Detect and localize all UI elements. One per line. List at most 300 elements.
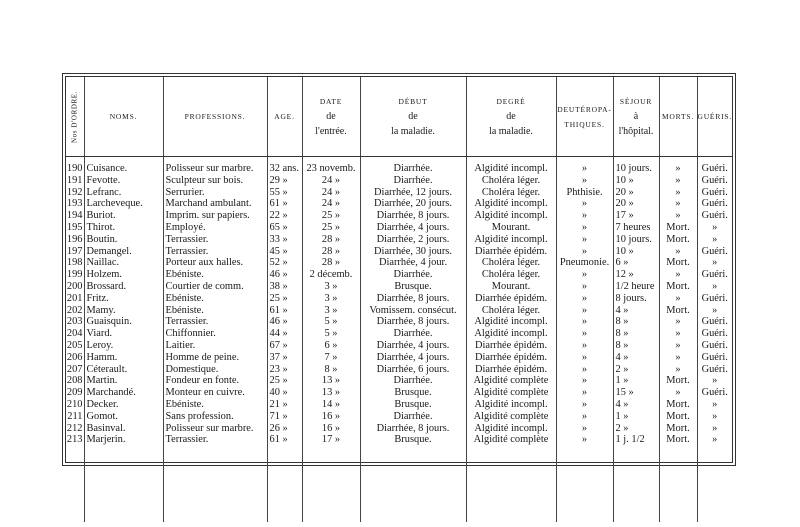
order-number: 202 <box>66 304 83 316</box>
order-number: 207 <box>66 363 83 375</box>
age: 61 » <box>267 198 302 210</box>
patient-name: Naillac. <box>84 257 163 269</box>
age: 38 » <box>267 281 302 293</box>
onset: Diarrhée, 20 jours. <box>360 198 466 210</box>
hospital-stay: 1 » <box>613 375 659 387</box>
cholera-register-table <box>66 77 732 522</box>
degree: Diarrhée épidém. <box>466 364 556 376</box>
deuteropathic: » <box>556 198 613 210</box>
age: 46 » <box>267 316 302 328</box>
header-names: NOMS. <box>84 77 163 157</box>
order-number: 211 <box>67 410 83 422</box>
table-row <box>66 163 732 175</box>
deuteropathic: » <box>556 399 613 411</box>
death-mark: Mort. <box>659 434 697 446</box>
patient-name: Marchandé. <box>84 387 163 399</box>
hospital-stay: 10 » <box>613 175 659 187</box>
hospital-stay: 20 » <box>613 198 659 210</box>
age: 67 » <box>267 340 302 352</box>
table-row <box>66 234 732 246</box>
entry-date: 5 » <box>302 316 360 328</box>
entry-date: 3 » <box>302 293 360 305</box>
table-row <box>66 246 732 258</box>
degree: Choléra léger. <box>466 175 556 187</box>
death-mark: » <box>659 163 697 175</box>
entry-date: 13 » <box>302 375 360 387</box>
profession: Ebéniste. <box>163 399 267 411</box>
entry-date: 3 » <box>302 305 360 317</box>
deuteropathic: » <box>556 423 613 435</box>
age: 29 » <box>267 175 302 187</box>
profession: Courtier de comm. <box>163 281 267 293</box>
degree: Diarrhée épidém. <box>466 340 556 352</box>
onset: Diarrhée, 2 jours. <box>360 234 466 246</box>
profession: Ebéniste. <box>163 293 267 305</box>
onset: Diarrhée. <box>360 269 466 281</box>
cured-mark: » <box>697 399 732 411</box>
age: 32 ans. <box>267 163 302 175</box>
order-number: 192 <box>66 186 83 198</box>
degree: Algidité incompl. <box>466 316 556 328</box>
degree: Mourant. <box>466 222 556 234</box>
cured-mark: Guéri. <box>697 246 732 258</box>
profession: Ebéniste. <box>163 269 267 281</box>
cured-mark: Guéri. <box>697 364 732 376</box>
profession: Laitier. <box>163 340 267 352</box>
profession: Terrassier. <box>163 246 267 258</box>
table-row <box>66 434 732 446</box>
profession: Terrassier. <box>163 316 267 328</box>
patient-name: Viard. <box>84 328 163 340</box>
death-mark: Mort. <box>659 234 697 246</box>
age: 25 » <box>267 375 302 387</box>
onset: Brusque. <box>360 387 466 399</box>
header-entry-date: DATE de l'entrée. <box>302 77 360 157</box>
hospital-stay: 4 » <box>613 305 659 317</box>
death-mark: » <box>659 269 697 281</box>
deuteropathic: » <box>556 293 613 305</box>
degree: Algidité complète <box>466 375 556 387</box>
deuteropathic: » <box>556 375 613 387</box>
header-degree: DEGRÉ de la maladie. <box>466 77 556 157</box>
entry-date: 28 » <box>302 257 360 269</box>
onset: Diarrhée, 4 jour. <box>360 257 466 269</box>
entry-date: 24 » <box>302 198 360 210</box>
degree: Diarrhée épidém. <box>466 352 556 364</box>
cured-mark: Guéri. <box>697 387 732 399</box>
hospital-stay: 8 » <box>613 328 659 340</box>
cured-mark: Guéri. <box>697 269 732 281</box>
cured-mark: » <box>697 222 732 234</box>
deuteropathic: » <box>556 175 613 187</box>
age: 22 » <box>267 210 302 222</box>
header-cured: GUÉRIS. <box>697 77 732 157</box>
header-age: AGE. <box>267 77 302 157</box>
death-mark: » <box>659 316 697 328</box>
onset: Diarrhée, 4 jours. <box>360 352 466 364</box>
patient-name: Holzem. <box>84 269 163 281</box>
hospital-stay: 6 » <box>613 257 659 269</box>
degree: Algidité complète <box>466 411 556 423</box>
order-number: 198 <box>66 257 83 269</box>
profession: Chiffonnier. <box>163 328 267 340</box>
register-sheet <box>62 73 736 466</box>
order-number: 213 <box>66 434 83 446</box>
hospital-stay: 1 » <box>613 411 659 423</box>
hospital-stay: 2 » <box>613 423 659 435</box>
order-number: 200 <box>66 280 83 292</box>
degree: Choléra léger. <box>466 257 556 269</box>
table-row <box>66 198 732 210</box>
degree: Diarrhée épidém. <box>466 293 556 305</box>
order-number: 201 <box>66 292 83 304</box>
profession: Serrurier. <box>163 187 267 199</box>
entry-date: 5 » <box>302 328 360 340</box>
header-deaths: MORTS. <box>659 77 697 157</box>
table-row <box>66 316 732 328</box>
cured-mark: » <box>697 423 732 435</box>
profession: Sans profession. <box>163 411 267 423</box>
entry-date: 16 » <box>302 411 360 423</box>
age: 25 » <box>267 293 302 305</box>
age: 46 » <box>267 269 302 281</box>
table-row <box>66 305 732 317</box>
profession: Terrassier. <box>163 434 267 446</box>
death-mark: Mort. <box>659 411 697 423</box>
table-row <box>66 340 732 352</box>
deuteropathic: » <box>556 305 613 317</box>
age: 55 » <box>267 187 302 199</box>
entry-date: 13 » <box>302 387 360 399</box>
order-number: 205 <box>66 339 83 351</box>
death-mark: » <box>659 352 697 364</box>
age: 65 » <box>267 222 302 234</box>
deuteropathic: » <box>556 210 613 222</box>
order-number: 204 <box>66 328 83 340</box>
death-mark: » <box>659 210 697 222</box>
onset: Diarrhée, 8 jours. <box>360 293 466 305</box>
age: 26 » <box>267 423 302 435</box>
profession: Imprim. sur papiers. <box>163 210 267 222</box>
header-row <box>66 77 732 157</box>
entry-date: 28 » <box>302 246 360 258</box>
cured-mark: » <box>697 234 732 246</box>
onset: Brusque. <box>360 434 466 446</box>
entry-date: 25 » <box>302 222 360 234</box>
age: 61 » <box>267 305 302 317</box>
hospital-stay: 8 jours. <box>613 293 659 305</box>
degree: Algidité incompl. <box>466 234 556 246</box>
patient-name: Martin. <box>84 375 163 387</box>
onset: Diarrhée. <box>360 411 466 423</box>
onset: Diarrhée, 4 jours. <box>360 222 466 234</box>
death-mark: » <box>659 387 697 399</box>
degree: Algidité complète <box>466 387 556 399</box>
profession: Polisseur sur marbre. <box>163 163 267 175</box>
table-row <box>66 257 732 269</box>
entry-date: 6 » <box>302 340 360 352</box>
death-mark: » <box>659 175 697 187</box>
order-number: 191 <box>66 174 83 186</box>
cured-mark: » <box>697 434 732 446</box>
age: 23 » <box>267 364 302 376</box>
profession: Polisseur sur marbre. <box>163 423 267 435</box>
cured-mark: Guéri. <box>697 352 732 364</box>
death-mark: » <box>659 246 697 258</box>
hospital-stay: 2 » <box>613 364 659 376</box>
death-mark: Mort. <box>659 423 697 435</box>
degree: Mourant. <box>466 281 556 293</box>
order-number: 206 <box>66 351 83 363</box>
onset: Diarrhée. <box>360 163 466 175</box>
order-number: 197 <box>66 245 83 257</box>
deuteropathic: » <box>556 411 613 423</box>
order-number: 194 <box>66 210 83 222</box>
death-mark: » <box>659 198 697 210</box>
age: 37 » <box>267 352 302 364</box>
age: 61 » <box>267 434 302 446</box>
death-mark: » <box>659 364 697 376</box>
degree: Algidité incompl. <box>466 198 556 210</box>
age: 21 » <box>267 399 302 411</box>
table-row <box>66 387 732 399</box>
patient-name: Thirot. <box>84 222 163 234</box>
onset: Diarrhée. <box>360 375 466 387</box>
deuteropathic: » <box>556 234 613 246</box>
onset: Diarrhée, 30 jours. <box>360 246 466 258</box>
entry-date: 23 novemb. <box>302 163 360 175</box>
degree: Diarrhée épidém. <box>466 246 556 258</box>
cured-mark: » <box>697 411 732 423</box>
hospital-stay: 8 » <box>613 340 659 352</box>
patient-name: Cuisance. <box>84 163 163 175</box>
order-number: 203 <box>66 316 83 328</box>
cured-mark: Guéri. <box>697 328 732 340</box>
cured-mark: Guéri. <box>697 340 732 352</box>
cured-mark: » <box>697 281 732 293</box>
age: 45 » <box>267 246 302 258</box>
header-deuteropathic: DEUTÉROPA- THIQUES. <box>556 77 613 157</box>
degree: Choléra léger. <box>466 269 556 281</box>
patient-name: Decker. <box>84 399 163 411</box>
entry-date: 8 » <box>302 364 360 376</box>
patient-name: Lefranc. <box>84 187 163 199</box>
onset: Brusque. <box>360 281 466 293</box>
cured-mark: Guéri. <box>697 187 732 199</box>
entry-date: 7 » <box>302 352 360 364</box>
cured-mark: » <box>697 257 732 269</box>
onset: Diarrhée, 8 jours. <box>360 316 466 328</box>
profession: Monteur en cuivre. <box>163 387 267 399</box>
death-mark: Mort. <box>659 222 697 234</box>
death-mark: » <box>659 293 697 305</box>
deuteropathic: Pneumonie. <box>556 257 613 269</box>
profession: Employé. <box>163 222 267 234</box>
deuteropathic: » <box>556 364 613 376</box>
patient-name: Céterault. <box>84 364 163 376</box>
degree: Algidité incompl. <box>466 163 556 175</box>
hospital-stay: 15 » <box>613 387 659 399</box>
entry-date: 14 » <box>302 399 360 411</box>
cured-mark: Guéri. <box>697 163 732 175</box>
age: 44 » <box>267 328 302 340</box>
header-onset: DÉBUT de la maladie. <box>360 77 466 157</box>
table-row <box>66 187 732 199</box>
deuteropathic: » <box>556 246 613 258</box>
entry-date: 24 » <box>302 187 360 199</box>
cured-mark: Guéri. <box>697 175 732 187</box>
patient-name: Demangel. <box>84 246 163 258</box>
degree: Algidité incompl. <box>466 399 556 411</box>
hospital-stay: 1/2 heure <box>613 281 659 293</box>
hospital-stay: 20 » <box>613 187 659 199</box>
table-row <box>66 293 732 305</box>
profession: Domestique. <box>163 364 267 376</box>
degree: Choléra léger. <box>466 305 556 317</box>
death-mark: » <box>659 187 697 199</box>
degree: Algidité complète <box>466 434 556 446</box>
age: 71 » <box>267 411 302 423</box>
onset: Vomissem. consécut. <box>360 305 466 317</box>
onset: Diarrhée. <box>360 328 466 340</box>
onset: Diarrhée, 6 jours. <box>360 364 466 376</box>
hospital-stay: 4 » <box>613 399 659 411</box>
patient-name: Leroy. <box>84 340 163 352</box>
patient-name: Brossard. <box>84 281 163 293</box>
table-row <box>66 399 732 411</box>
entry-date: 16 » <box>302 423 360 435</box>
table-row <box>66 210 732 222</box>
degree: Choléra léger. <box>466 187 556 199</box>
deuteropathic: » <box>556 281 613 293</box>
degree: Algidité incompl. <box>466 328 556 340</box>
order-number: 208 <box>66 375 83 387</box>
deuteropathic: Phthisie. <box>556 187 613 199</box>
age: 40 » <box>267 387 302 399</box>
cured-mark: Guéri. <box>697 198 732 210</box>
entry-date: 17 » <box>302 434 360 446</box>
onset: Diarrhée, 4 jours. <box>360 340 466 352</box>
degree: Algidité incompl. <box>466 210 556 222</box>
table-row <box>66 281 732 293</box>
hospital-stay: 7 heures <box>613 222 659 234</box>
deuteropathic: » <box>556 163 613 175</box>
deuteropathic: » <box>556 316 613 328</box>
age: 52 » <box>267 257 302 269</box>
patient-name: Basinval. <box>84 423 163 435</box>
death-mark: » <box>659 328 697 340</box>
table-row <box>66 375 732 387</box>
table-row <box>66 269 732 281</box>
hospital-stay: 10 jours. <box>613 163 659 175</box>
patient-name: Larcheveque. <box>84 198 163 210</box>
death-mark: » <box>659 340 697 352</box>
order-number: 193 <box>66 198 83 210</box>
death-mark: Mort. <box>659 305 697 317</box>
order-number: 212 <box>66 422 83 434</box>
hospital-stay: 1 j. 1/2 <box>613 434 659 446</box>
patient-name: Mamy. <box>84 305 163 317</box>
patient-name: Hamm. <box>84 352 163 364</box>
onset: Diarrhée, 8 jours. <box>360 210 466 222</box>
header-order: Nos D'ORDRE. <box>66 77 84 157</box>
degree: Algidité incompl. <box>466 423 556 435</box>
hospital-stay: 12 » <box>613 269 659 281</box>
hospital-stay: 10 » <box>613 246 659 258</box>
entry-date: 3 » <box>302 281 360 293</box>
profession: Marchand ambulant. <box>163 198 267 210</box>
order-number: 199 <box>66 269 83 281</box>
death-mark: Mort. <box>659 399 697 411</box>
cured-mark: Guéri. <box>697 316 732 328</box>
death-mark: Mort. <box>659 257 697 269</box>
onset: Diarrhée, 12 jours. <box>360 187 466 199</box>
onset: Diarrhée. <box>360 175 466 187</box>
order-number: 196 <box>66 233 83 245</box>
death-mark: Mort. <box>659 281 697 293</box>
deuteropathic: » <box>556 222 613 234</box>
entry-date: 24 » <box>302 175 360 187</box>
cured-mark: Guéri. <box>697 293 732 305</box>
patient-name: Marjerin. <box>84 434 163 446</box>
table-row <box>66 423 732 435</box>
hospital-stay: 17 » <box>613 210 659 222</box>
header-professions: PROFESSIONS. <box>163 77 267 157</box>
table-row <box>66 411 732 423</box>
onset: Brusque. <box>360 399 466 411</box>
entry-date: 28 » <box>302 234 360 246</box>
hospital-stay: 8 » <box>613 316 659 328</box>
profession: Terrassier. <box>163 234 267 246</box>
entry-date: 25 » <box>302 210 360 222</box>
table-row <box>66 328 732 340</box>
entry-date: 2 décemb. <box>302 269 360 281</box>
cured-mark: Guéri. <box>697 210 732 222</box>
patient-name: Guaisquin. <box>84 316 163 328</box>
deuteropathic: » <box>556 387 613 399</box>
hospital-stay: 4 » <box>613 352 659 364</box>
death-mark: Mort. <box>659 375 697 387</box>
deuteropathic: » <box>556 269 613 281</box>
hospital-stay: 10 jours. <box>613 234 659 246</box>
patient-name: Gomot. <box>84 411 163 423</box>
order-number: 209 <box>66 387 83 399</box>
patient-name: Fevotte. <box>84 175 163 187</box>
profession: Porteur aux halles. <box>163 257 267 269</box>
cured-mark: » <box>697 375 732 387</box>
cured-mark: » <box>697 305 732 317</box>
table-row <box>66 222 732 234</box>
patient-name: Boutin. <box>84 234 163 246</box>
profession: Homme de peine. <box>163 352 267 364</box>
table-row <box>66 364 732 376</box>
deuteropathic: » <box>556 328 613 340</box>
order-number: 210 <box>66 398 83 410</box>
order-number: 190 <box>66 163 83 174</box>
table-row <box>66 175 732 187</box>
patient-name: Fritz. <box>84 293 163 305</box>
age: 33 » <box>267 234 302 246</box>
header-stay: SÉJOUR à l'hôpital. <box>613 77 659 157</box>
onset: Diarrhée, 8 jours. <box>360 423 466 435</box>
deuteropathic: » <box>556 352 613 364</box>
deuteropathic: » <box>556 340 613 352</box>
order-number: 195 <box>66 221 83 233</box>
deuteropathic: » <box>556 434 613 446</box>
patient-name: Buriot. <box>84 210 163 222</box>
profession: Ebéniste. <box>163 305 267 317</box>
table-row <box>66 352 732 364</box>
